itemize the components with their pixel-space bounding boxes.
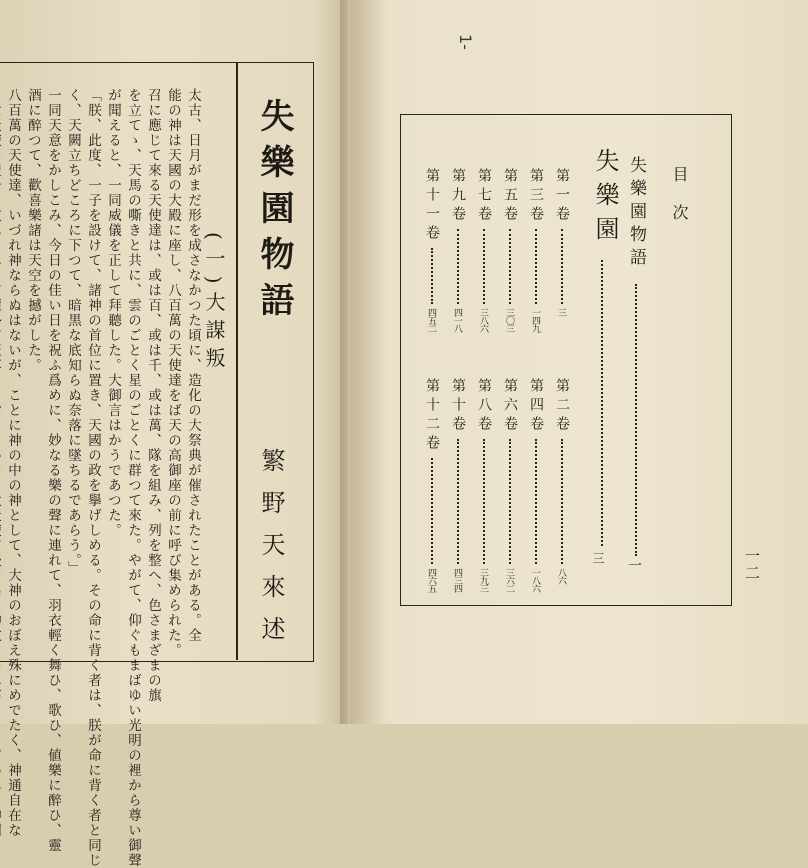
- toc-leader-dots: [509, 229, 511, 304]
- left-page-title: 失樂園物語: [254, 98, 294, 328]
- toc-leader-dots: [561, 229, 563, 304]
- toc-entry-label: 第十卷: [450, 378, 466, 435]
- left-column-rule: [236, 62, 238, 660]
- toc-section-page: 三: [591, 552, 605, 564]
- body-line: 一同天意をかしこみ、今日の佳い日を祝ふ爲めに、妙なる樂の聲に連れて、羽衣輕く舞ひ、歌ひ、値樂に醉ひ、靈: [45, 88, 61, 853]
- toc-entry-label: 第五卷: [502, 168, 518, 225]
- toc-entry-page: 三九三: [478, 568, 488, 592]
- chapter-heading: (一)大謀叛: [202, 232, 226, 376]
- toc-entry-page: 一八六: [530, 568, 540, 592]
- toc-entry-page: 八六: [556, 568, 566, 584]
- toc-leader-dots: [635, 284, 637, 556]
- toc-entry: [422, 378, 442, 592]
- toc-entry-page: 三〇三: [504, 308, 514, 332]
- toc-entry: [552, 378, 572, 592]
- toc-entry-label: 第七卷: [476, 168, 492, 225]
- toc-entry-page: 三: [556, 308, 566, 316]
- toc-entry-label: 第四卷: [528, 378, 544, 435]
- toc-book-title: 失樂園物語: [626, 156, 646, 271]
- toc-leader-dots: [431, 458, 433, 564]
- toc-entry: [474, 168, 494, 332]
- body-line: が聞えると、一同威儀を正して拜聽した。大御言はかうであつた。: [105, 88, 121, 538]
- toc-entry: [422, 168, 442, 332]
- toc-entry-page: 三八六: [478, 308, 488, 332]
- toc-entry: [500, 168, 520, 332]
- body-line: 八百萬の天使達、いづれ神ならぬはないが、ことに神の中の神として、大神のおぼえ殊にめでたく、神通自在な: [5, 88, 21, 838]
- toc-leader-dots: [483, 439, 485, 564]
- body-line: 「朕、此度、一子を設けて、諸神の首位に置き、天國の政を擧げしめる。その命に背く者は、朕が命に背く者と同じ: [85, 88, 101, 868]
- toc-entry-page: 四三四: [452, 568, 462, 592]
- pencil-mark: 1-: [456, 34, 475, 50]
- page-folio: 一二: [743, 548, 761, 582]
- toc-entry-label: 第三卷: [528, 168, 544, 225]
- toc-leader-dots: [561, 439, 563, 564]
- toc-entry-page: 四一八: [452, 308, 462, 332]
- left-page: [0, 0, 348, 868]
- toc-entry-page: 一四九: [530, 308, 540, 332]
- body-line: く、天闕立ちどころに下つて、暗黒な底知らぬ奈落に墜ちるであらう。」: [65, 88, 81, 577]
- toc-entry: [474, 378, 494, 592]
- toc-leader-dots: [535, 439, 537, 564]
- toc-entry-page: 四五二: [426, 308, 436, 332]
- toc-leader-dots: [483, 229, 485, 304]
- toc-section-title: 失樂園: [591, 148, 619, 250]
- toc-section-row: [588, 148, 619, 574]
- toc-entry-page: 四六五: [426, 568, 436, 592]
- toc-heading: 目次: [670, 166, 689, 242]
- toc-entry: [500, 378, 520, 592]
- toc-leader-dots: [601, 260, 603, 546]
- toc-entry-label: 第二卷: [554, 378, 570, 435]
- toc-leader-dots: [535, 229, 537, 304]
- toc-entry: [526, 168, 546, 332]
- toc-book-title-page: 一: [626, 558, 642, 572]
- body-line: 召に應じて來る天使達は、或は百、或は千、或は萬、隊を組み、列を整へ、色さまざまの旗: [145, 88, 161, 703]
- body-text-column: [0, 88, 220, 868]
- body-line: 太古、日月がまだ形を成さなかつた頃に、造化の大祭典が催されたことがある。全: [185, 88, 201, 643]
- toc-book-title-row: [624, 156, 648, 576]
- toc-entry-label: 第十二卷: [424, 378, 440, 454]
- toc-leader-dots: [457, 439, 459, 564]
- toc-entry: [526, 378, 546, 592]
- toc-leader-dots: [509, 439, 511, 564]
- toc-leader-dots: [431, 248, 433, 304]
- toc-entry: [448, 168, 468, 332]
- body-line: 能の神は天國の大殿に座し、八百萬の天使達をば天の高御座の前に呼び集められた。: [165, 88, 181, 658]
- right-page: [352, 0, 808, 724]
- toc-entry-label: 第八卷: [476, 378, 492, 435]
- body-line: 酒に醉つて、歡喜樂諸は天空を撼がした。: [25, 88, 41, 373]
- toc-entry-label: 第六卷: [502, 378, 518, 435]
- toc-entry-label: 第一卷: [554, 168, 570, 225]
- body-line: [0, 88, 6, 853]
- toc-entry-page: 三六二: [504, 568, 514, 592]
- author-name: 繁野天來述: [257, 448, 285, 658]
- toc-entry: [448, 378, 468, 592]
- toc-leader-dots: [457, 229, 459, 304]
- toc-entry-label: 第十一卷: [424, 168, 440, 244]
- body-line: を立てゝ、天馬の嘶きと共に、雲のごとく星のごとくに群つて來た。やがて、仰ぐもまばゆい光明の裡から尊い御聲: [125, 88, 141, 868]
- toc-entry: [552, 168, 572, 332]
- toc-entry-label: 第九卷: [450, 168, 466, 225]
